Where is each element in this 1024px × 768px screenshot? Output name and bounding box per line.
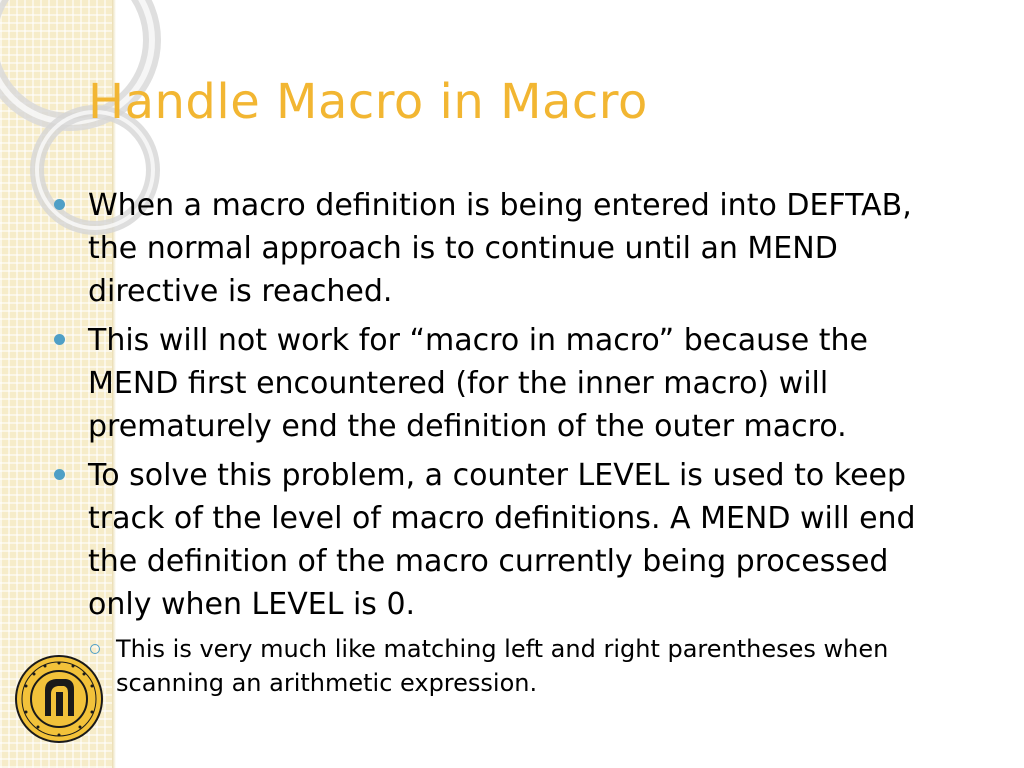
bullet-text: To solve this problem, a counter LEVEL is used to keep track of the level of macro definitions. A MEND will end the definition of the macro currently being processed only when LEVEL is 0. [88, 458, 916, 622]
bullet-dot-icon [54, 334, 65, 345]
institution-seal-icon [14, 654, 104, 744]
bullet-text: When a macro definition is being entered into DEFTAB, the normal approach is to continue until an MEND directive is reached. [88, 188, 912, 309]
bullet-item [52, 454, 952, 626]
sub-bullet-item [88, 632, 952, 700]
sub-bullet-text: This is very much like matching left and right parentheses when scanning an arithmetic expression. [116, 635, 889, 697]
bullet-text: This will not work for “macro in macro” because the MEND first encountered (for the inner macro) will prematurely end the definition of the outer macro. [88, 323, 868, 444]
slide-title: Handle Macro in Macro [88, 74, 648, 130]
bullet-item [52, 184, 952, 313]
bullet-dot-icon [54, 469, 65, 480]
bullet-list [52, 184, 952, 700]
sub-bullet-ring-icon [90, 644, 100, 654]
bullet-dot-icon [54, 199, 65, 210]
bullet-item [52, 319, 952, 448]
